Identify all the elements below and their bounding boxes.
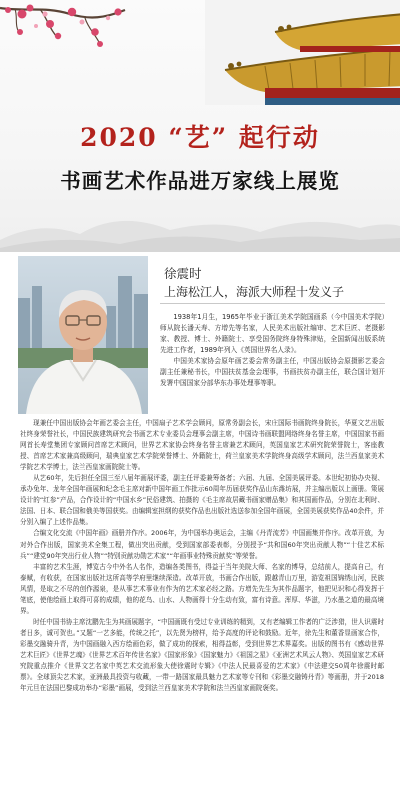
palace-roof-decoration: [205, 0, 400, 105]
bio-paragraph: 从艺60年，先后担任全国三至八届年画展评委，副主任评委兼筹备者；六届、九届、全国美展评委。本世纪初协办央视、承办兔年、龙年全国年画展和纪念毛主席对新中国年画工作批示60周年历届获奖作品山东潍坊展，并主编出版以上画册。策展设计的“红参”产品，合作设计的“中国水乡”民俗建筑、拍摄的《毛主席故居藏书画家赠品集》和其国画作品，分别在北利时、法国、日本、联合国和俄美等国获奖。由编辑室担纲的获奖作品也出版社选送参加全国年画展，全国美展获奖作品40余件，并分别入编了上述作品集。: [20, 474, 384, 527]
bio-paragraph: 丰富的艺术生涯，博览古今中外名人名作，造编各类图书，得益于当年美院大师、名家的博导，总结前人，提高自己，有泰赋，有收获，在国家出版社这所高等学府里继续深造。改革开放，书画合作出版，跟越青山万里，游览祖国锦绣山河，民族风情，是取之不尽的创作源泉，是从事艺术事业有作为的艺术家必经之路。方增先先生为其作品题字，他把见识和心得发挥于笔底，使他绘画上取得可喜的成绩，他的花鸟、山水、人物画得十分生动有致，富有诗意。浑厚、华滋，乃水墨之道的最高境界。: [20, 562, 384, 615]
plum-blossom-decoration: [0, 0, 140, 80]
biography-side: [160, 312, 385, 389]
bio-paragraph: 1938年1月生，1965年毕业于浙江美术学院国画系（今中国美术学院）师从院长潘天寿、方增先等名家，人民美术出版社编审、艺术巨匠、老摄影家、教授、博士、外籍院士、享受国务院终身特殊津贴，全国新闻出版系统先进工作者，1989年列入《英国世界名人录》。: [160, 313, 385, 355]
artist-portrait: [18, 256, 148, 414]
bio-paragraph: 时任中国书协主席沈鹏先生为其画展题字，“中国画既有受过专业训练的精到，又有老编辑工作者的广泛涉猎，世人识震时者日多，诚可贺也。”又题“一艺多能，传统之托”，以先贤为榜样，给予高度的评论和鼓励。近年，徐先生和董香显画家合作，彩墨交融骑升青，为中国画融入西方绘画色彩，做了成功的探索，相得益彰，受到世界艺术界嘉奖。出版的图书有《感动世界艺术巨匠》《世界艺魂》《世界艺术百年传世名家》《国家形象》《国家魅力》《祖国之星》《亚洲艺术风云人物》、英国皇家艺术研究院重点推介《世界文艺名家中英艺术交流形象大使徐震时专辑》《中法人民最喜爱的艺术家》《中法建交50周年徐震时邮票》。全球顶尖艺术家，亚洲最具投资与收藏，一带一路国家最具魅力艺术家等专刊和《彩墨交融铸丹青》等画册，并于2018年元旦在法国巴黎成功举办“彩墨”画展，受到法兰西皇家美术学院和法兰西皇家画院褒奖。: [20, 617, 384, 693]
ink-mountain-decoration: [0, 200, 400, 252]
page-title: 2020 “艺” 起行动: [80, 123, 320, 152]
bio-paragraph: 现兼任中国出版协会年画艺委会主任，中国扇子艺术学会顾问，原常务副会长，宋庄国际书画院终身院长，华夏文艺出版社终身荣誉社长，中国民族建筑研究会书画艺术专业委员会理事会副主席，中国诗书画联盟网络终身名誉主席，中国国家书画网首长寿堂集团专家顾问首席艺术顾问，世界艺术家协会终身名誉主席兼艺术顾问，英国皇家艺术研究院荣誉院士，客座教授、首席艺术家兼高级顾问，瑞典皇家艺术学院荣誉博士、外籍院士，荷兰皇家美术学院终身高级学术顾问，法兰西皇家美术学院艺术学博士，法兰西皇家画院院士等。: [20, 419, 384, 472]
bio-paragraph: 中国美术家协会原年画艺委会常务副主任，中国出版协会原摄影艺委会副主任兼秘书长，中国扶贫基金会理事，书画扶贫办副主任，联合国计划开发署中国国家分部华东办事处理事等职。: [160, 357, 385, 388]
divider: [160, 303, 385, 304]
header-banner: [0, 0, 400, 252]
artist-subtitle: 上海松江人，海派大师程十发义子: [164, 285, 345, 299]
bio-paragraph: 合编文化交流《中国年画》画册并作序。2006年，为中国举办奥运会，主编《丹青流芳》中国画集并作序。改革开放，为对外合作出版，国家美术全集工程，做出突出贡献，受到国家部委表彰，分别授予“共和国60年突出贡献人物”“十佳艺术标兵”“建党90年突出行业人物”“特别贡献功勋艺术家”“年画事业特殊贡献奖”等荣誉。: [20, 529, 384, 560]
artist-name: 徐震时: [164, 266, 202, 281]
biography-main: [20, 418, 384, 694]
page-subtitle: 书画艺术作品进万家线上展览: [60, 169, 340, 193]
